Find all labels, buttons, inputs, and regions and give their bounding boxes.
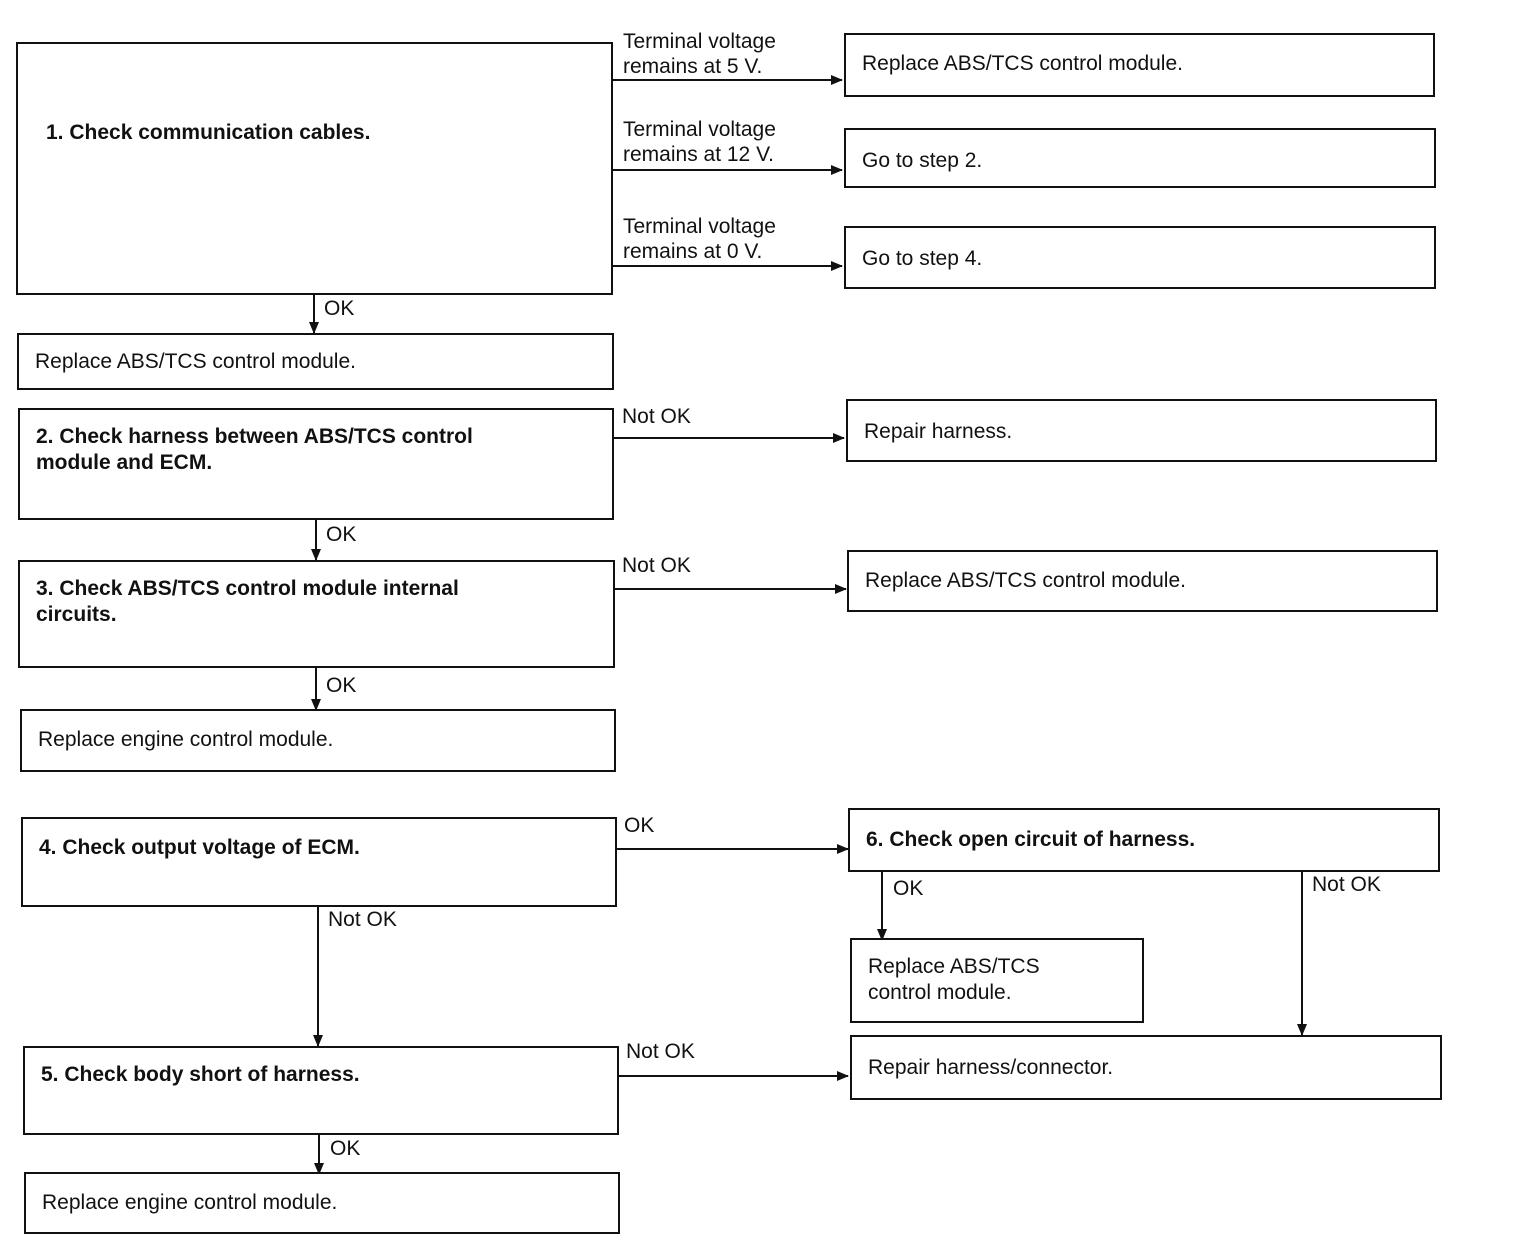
- result-go-step-2: [844, 128, 1436, 188]
- result-text: Replace ABS/TCS control module.: [865, 569, 1186, 592]
- label-notok-s2: Not OK: [622, 405, 691, 428]
- label-ok-s6: OK: [893, 877, 924, 900]
- label-ok-s4: OK: [624, 814, 655, 837]
- label-notok-s4: Not OK: [328, 908, 397, 931]
- result-replace-ecm-s3: [20, 709, 616, 772]
- label-ok-s2: OK: [326, 523, 357, 546]
- result-repair-harness-connector: [850, 1035, 1442, 1100]
- step-4-text: 4. Check output voltage of ECM.: [39, 836, 360, 859]
- result-replace-abs-s6: [850, 938, 1144, 1023]
- result-text: Repair harness/connector.: [868, 1056, 1114, 1079]
- label-ok-s3: OK: [326, 674, 357, 697]
- result-text: Replace ABS/TCS control module.: [868, 955, 1040, 1004]
- label-notok-s3: Not OK: [622, 554, 691, 577]
- step-1-box: [16, 42, 613, 295]
- label-notok-s6: Not OK: [1312, 873, 1381, 896]
- label-ok-s1: OK: [324, 297, 355, 320]
- step-3-box: [18, 560, 615, 668]
- result-repair-harness: [846, 399, 1437, 462]
- step-4-box: [21, 817, 617, 907]
- result-replace-abs-5v: [844, 33, 1435, 97]
- step-2-box: [18, 408, 614, 520]
- result-text: Replace engine control module.: [42, 1191, 338, 1214]
- step-2-text: 2. Check harness between ABS/TCS control module and ECM.: [36, 425, 473, 474]
- label-terminal-5v: Terminal voltage remains at 5 V.: [623, 30, 776, 78]
- result-text: Replace engine control module.: [38, 728, 334, 751]
- step-5-text: 5. Check body short of harness.: [41, 1063, 360, 1086]
- step-1-text: 1. Check communication cables.: [46, 121, 371, 144]
- step-6-box: [848, 808, 1440, 872]
- result-text: Repair harness.: [864, 420, 1013, 443]
- result-replace-abs-ok: [17, 333, 614, 390]
- result-text: Go to step 4.: [862, 247, 983, 270]
- step-5-box: [23, 1046, 619, 1135]
- label-terminal-12v: Terminal voltage remains at 12 V.: [623, 118, 776, 166]
- result-text: Replace ABS/TCS control module.: [862, 52, 1183, 75]
- label-notok-s5: Not OK: [626, 1040, 695, 1063]
- result-go-step-4: [844, 226, 1436, 289]
- result-replace-abs-internal: [847, 550, 1438, 612]
- label-terminal-0v: Terminal voltage remains at 0 V.: [623, 215, 776, 263]
- step-3-text: 3. Check ABS/TCS control module internal circuits.: [36, 577, 459, 626]
- label-ok-s5: OK: [330, 1137, 361, 1160]
- result-replace-ecm-s5: [24, 1172, 620, 1234]
- result-text: Go to step 2.: [862, 149, 983, 172]
- step-6-text: 6. Check open circuit of harness.: [866, 828, 1196, 851]
- result-text: Replace ABS/TCS control module.: [35, 350, 356, 373]
